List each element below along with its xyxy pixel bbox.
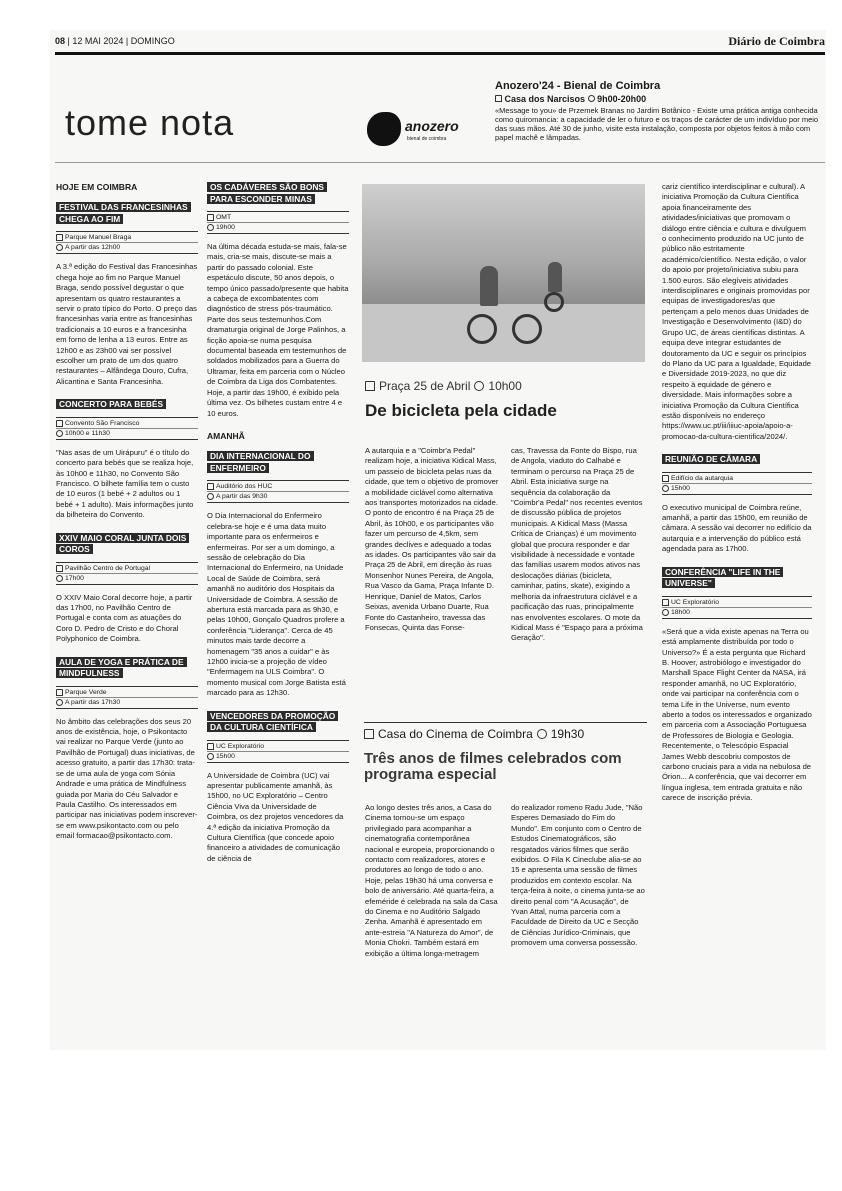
bike-location: Praça 25 de Abril	[379, 379, 471, 393]
article-text: O XXIV Maio Coral decorre hoje, a partir das 17h00, no Pavilhão Centro de Portugal e conta com as atuações do Coro D. Pedro de Cristo e do Choral Polyphonico de Coimbra.	[56, 592, 193, 644]
location-icon	[662, 599, 669, 606]
event-time: 15h00	[216, 752, 235, 760]
cinema-column-a	[365, 803, 499, 959]
event-time: A partir das 17h30	[65, 698, 121, 706]
article-text: A Universidade de Coimbra (UC) vai apresentar publicamente amanhã, às 15h00, no UC Exploratório – Centro Ciência Viva da Universidade de Coimbra, os dez projetos vencedores da 4.ª edição da iniciativa Promoção da Cultura Científica (que concede apoio financeiro a atividades de comunicação de ciência de	[207, 770, 344, 863]
event-meta	[56, 417, 198, 440]
article-text: «Será que a vida existe apenas na Terra ou está amplamente distribuída por todo o Universo?» É a esta pergunta que Richard B. Hoover, astrobiólogo e investigador do Marshall Space Flight Center da NASA, irá responder amanhã, no UC Exploratório, onde vai participar na conferência com o tema Life in the Universe, num evento aberto a todos os interessados e organizado em parceria com a Associação Portuguesa de Professores de Biologia e Geologia. Recentemente, o Telescópio Espacial James Webb descobriu compostos de carbono cruciais para a vida na nebulosa de Órion... A conferência, que vai decorrer em língua inglesa, tem entrada gratuita e não carece de inscrição prévia.	[662, 626, 812, 803]
column-2	[207, 182, 349, 864]
bike-time: 10h00	[488, 379, 522, 393]
cinema-meta	[364, 727, 647, 741]
location-icon	[365, 381, 375, 391]
featured-location: Casa dos Narcisos	[504, 94, 586, 104]
headline-cadaveres: OS CADÁVERES SÃO BONS PARA ESCONDER MINAS	[207, 182, 327, 204]
article-text: do realizador romeno Radu Jude, "Não Esperes Demasiado do Fim do Mundo". Em conjunto com o Centro de Estudos Cinematográficos, são resgatados vários filmes que serão exibidos. O Fila K Cineclube alia-se ao 15 e apresenta uma sessão de filmes produzidos em contexto escolar. Na terça-feira à noite, o cinema junta-se ao direito penal com "A Acusação", de Yvan Attal, numa parceria com a Faculdade de Direito da UC e Secção de Ciências Jurídico-Criminais, que promovem uma conversa possessão.	[511, 803, 645, 948]
logo-word: anozero	[405, 118, 459, 134]
logo-mark-icon	[367, 112, 401, 146]
featured-meta	[495, 94, 825, 104]
section-title: tome nota	[65, 102, 235, 143]
page-header	[55, 36, 825, 50]
location-icon	[495, 95, 502, 102]
event-location: Auditório dos HUC	[216, 483, 273, 491]
article-text: A 3.ª edição do Festival das Francesinhas chega hoje ao fim no Parque Manuel Braga, sendo possível degustar o que apresentam os quatro restaurantes a servir o prato típico do Porto. O preço das francesinhas varia entre as francesinhas tradicionais a 10 euros e a francesinha em forno de lenha a 13 euros. Entre as 12h00 e as 23h00 vai ser possível escolher um prato de um dos quatro restaurantes – Alfândega Douro, Cufra, Alicantina e Santa Francesinha.	[56, 262, 198, 386]
headline-yoga: AULA DE YOGA E PRÁTICA DE MINDFULNESS	[56, 657, 187, 679]
cinema-story-head	[364, 722, 647, 783]
event-location: OMT	[216, 214, 232, 221]
article-text: Na última década estuda-se mais, fala-se mais, cria-se mais, discute-se mais a partir do passado colonial. Este espetáculo discute, 50 anos depois, o tempo único passado/presente que habita a cabeça de excombatentes com diagnóstico de stress pós-traumático. Parte dos seus testemunhos.Com dramaturgia original de Jorge Palinhos, a ficção apoia-se numa pesquisa documental baseada em testemunhos de soldados mobilizados para a Guerra do Ultramar, feita em parceria com o Núcleo de Coimbra da Liga dos Combatentes. Hoje, a partir das 19h00, é exibido pela última vez. Os bilhetes custam entre 4 e 10 euros.	[207, 242, 349, 418]
page-date: 12 MAI 2024	[72, 36, 124, 46]
event-meta	[207, 740, 349, 763]
clock-icon	[207, 493, 214, 500]
column-5	[662, 182, 812, 804]
bike-photo	[362, 184, 645, 362]
photo-ground	[362, 304, 645, 362]
page-folio: 08 | 12 MAI 2024 | DOMINGO	[55, 36, 175, 46]
event-location: Parque Manuel Braga	[65, 234, 132, 242]
anozero-logo	[367, 112, 467, 152]
location-icon	[662, 475, 669, 482]
event-meta	[662, 472, 812, 495]
article-text: No âmbito das celebrações dos seus 20 anos de existência, hoje, o Psikontacto vai realizar no Parque Verde (junto ao Pavilhão de Portugal) duas iniciativas, de acesso gratuito, a partir das 17h30: trata-se de uma aula de yoga com Sónia Andrade e uma prática de Mindfulness guiada por Maria do Céu Salvador e Paula Castilho. Os interessados em participar nas iniciativas podem inscrever-se em www.psikontacto.com ou pelo email formacao@psikontacto.com.	[56, 716, 198, 841]
kicker-hoje: HOJE EM COIMBRA	[56, 182, 138, 192]
page-weekday: DOMINGO	[130, 36, 175, 46]
clock-icon	[56, 575, 63, 582]
article-text: "Nas asas de um Uirápuru" é o título do concerto para bebés que se realiza hoje, às 10h00 e 11h30, no Convento São Francisco. O bilhete família tem o custo de 10 euros (1 bebé + 2 adultos ou 1 bebé + 1 adulto). Mais informações junto da bilheteira do Convento.	[56, 447, 194, 520]
headline-conferencia: CONFERÊNCIA "LIFE IN THE UNIVERSE"	[662, 567, 783, 589]
location-icon	[364, 729, 374, 739]
event-meta	[207, 480, 349, 503]
bike-story-head	[365, 379, 645, 421]
clock-icon	[56, 699, 63, 706]
newspaper-brand: Diário de Coimbra	[728, 34, 825, 48]
article-text-continued: cariz científico interdisciplinar e cultural). A iniciativa Promoção da Cultura Científica apoia financeiramente des atividades/iniciativas que promovam o diálogo entre ciência e cultura e divulguem o conhecimento produzido na UC junto de público não estritamente académico/científico. Nesta edição, o valor do apoio por projeto/iniciativa subiu para 1.500 euros. São elegíveis atividades interdisciplinares e originais promovidas por equipas de investigadores/as que pertençam a pelo menos duas Unidades de Investigação e Desenvolvimento (I&D) do Grupo UC, de áreas científicas distintas. A equipa deve integrar estudantes de doutoramento da UC e seguir os princípios do Plano da UC para a Igualdade, Equidade e Diversidade 2019-2023, no que diz respeito à equidade de género e diversidade. Mais informações sobre a iniciativa Promoção da Cultura Científica estão disponíveis no endereço https://www.uc.pt/iii/iiiuc-apoia/apoio-a-promocao-da-cultura-cientifica/2024/.	[662, 182, 812, 441]
event-location: Edifício da autarquia	[671, 474, 733, 482]
event-time: 10h00 e 11h30	[65, 429, 110, 437]
event-time: A partir das 12h00	[65, 244, 121, 252]
clock-icon	[56, 430, 63, 437]
event-time: 18h00	[671, 608, 690, 616]
photo-wheel	[467, 314, 497, 344]
clock-icon	[588, 95, 595, 102]
event-time: A partir das 9h30	[216, 493, 268, 501]
event-location: UC Exploratório	[216, 742, 264, 750]
headline-reuniao: REUNIÃO DE CÂMARA	[662, 454, 760, 464]
event-meta	[56, 686, 198, 709]
logo-subtitle: bienal de coimbra	[407, 136, 447, 142]
bike-title: De bicicleta pela cidade	[365, 401, 557, 420]
headline-maio-coral: XXIV MAIO CORAL JUNTA DOIS COROS	[56, 533, 189, 555]
article-text: A autarquia e a "Coimbr'a Pedal" realizam hoje, a iniciativa Kidical Mass, um passeio de bicicleta pelas ruas da cidade, que tem o objetivo de promover a mobilidade ciclável como alternativa aos transportes motorizados na cidade. O ponto de encontro é na Praça 25 de Abril, às 10h00, e os participantes vão fazer um percurso de 4,5km, sem grandes declives e adequado a todas as idades. Os participantes vão sair da Praça 25 de Abril, em direção às ruas Monsenhor Nunes Pereira, de Angola, Rua Vasco da Gama, Praça Infante D. Henrique, Daniel de Matos, Carlos Seixas, avenida Urbano Duarte, Rua Fonte do Castanheiro, travessa das Fonsecas, Quinta das Fonse-	[365, 446, 499, 632]
featured-title: Anozero'24 - Bienal de Coimbra	[495, 80, 661, 92]
cinema-title: Três anos de filmes celebrados com programa especial	[364, 750, 622, 783]
article-text: Ao longo destes três anos, a Casa do Cinema tornou-se um espaço privilegiado para acompanhar a cinematografia contemporânea nacional e europeia, proporcionando o contacto com realizadores, atores e produtores ao longo de todo o ano. Hoje, pelas 19h30 há uma conversa e bolo de aniversário. Até quarta-feira, a efeméride é celebrada na sala da Casa do Cinema e no Auditório Salgado Zenha. Amanhã é apresentado em ante-estreia "A Natureza do Amor", de Monia Chokri. Também estará em exibição a última longa-metragem	[365, 803, 498, 958]
bike-meta	[365, 379, 645, 393]
photo-wheel	[512, 314, 542, 344]
location-icon	[56, 420, 63, 427]
clock-icon	[662, 485, 669, 492]
location-icon	[207, 214, 214, 221]
event-location: Pavilhão Centro de Portugal	[65, 564, 151, 572]
location-icon	[207, 743, 214, 750]
article-text: cas, Travessa da Fonte do Bispo, rua de Angola, viaduto do Calhabé e terminam o percurso na Praça 25 de Abril. Esta iniciativa surge na sequência da colaboração da "Coimbr'a Pedal" nos recentes eventos de discussão pública de projetos municipais. A Kidical Mass (Massa Crítica de Crianças) é um movimento global que procura responder e dar visibilidade à necessidade e vontade das famílias usarem modos ativos nas deslocações diárias (bicicleta, caminhar, patins, skate), exigindo a melhoria da infraestrutura ciclável e a pacificação das ruas, principalmente nas envolventes escolares. O mote da Kidical Mass é "Espaço para a próxima Geração".	[511, 446, 643, 643]
event-location: Parque Verde	[65, 688, 107, 696]
headline-enfermeiro: DIA INTERNACIONAL DO ENFERMEIRO	[207, 451, 314, 473]
article-text: O executivo municipal de Coimbra reúne, amanhã, a partir das 15h00, em reunião de câmara. A sessão vai decorrer no edifício da autarquia e a intervenção do público está agendada para as 17h00.	[662, 502, 812, 554]
event-location: Convento São Francisco	[65, 419, 140, 427]
event-time: 15h00	[671, 484, 690, 492]
clock-icon	[474, 381, 484, 391]
event-time: 19h00	[216, 224, 235, 231]
header-rule	[55, 52, 825, 55]
featured-event	[495, 80, 825, 142]
clock-icon	[207, 753, 214, 760]
photo-child	[480, 266, 498, 306]
event-meta	[662, 596, 812, 619]
event-meta	[56, 562, 198, 585]
headline-concerto: CONCERTO PARA BEBÉS	[56, 399, 166, 409]
location-icon	[207, 483, 214, 490]
featured-text: «Message to you» de Przemek Branas no Jardim Botânico - Existe uma prática antiga conhecida como quiromancia: a capacidade de ler o futuro e os traços de carácter de um indivíduo por meio das suas mãos. Até 30 de junho, visite esta instalação, composta por objetos feitos à mão com papel machê e lâmpadas.	[495, 106, 819, 142]
event-meta	[56, 231, 198, 254]
clock-icon	[207, 224, 214, 231]
location-icon	[56, 689, 63, 696]
clock-icon	[537, 729, 547, 739]
cinema-column-b	[511, 803, 645, 949]
clock-icon	[56, 244, 63, 251]
column-1	[56, 182, 198, 842]
article-text: O Dia Internacional do Enfermeiro celebra-se hoje e é uma data muito importante para os enfermeiros e enfermeiras. Por ser a um domingo, a sessão de celebração do Dia Internacional do Enfermeiro, na Unidade Local de Saúde de Coimbra, será amanhã no auditório dos Hospitais da Universidade de Coimbra. A sessão de abertura está marcada para as 9h30, e pelas 10h00, Gonçalo Quadros profere a conferência "Liderança". Cerca de 45 minutos mais tarde decorre a homenagem "35 anos a cuidar" e às 12h00 inicia-se a projeção de vídeo "Enfermagem na ULS Coimbra". O momento musical com Jorge Batista está marcado para as 12h30.	[207, 511, 346, 698]
event-time: 17h00	[65, 574, 84, 582]
event-location: UC Exploratório	[671, 598, 719, 606]
cinema-time: 19h30	[550, 727, 585, 741]
location-icon	[56, 234, 63, 241]
clock-icon	[662, 609, 669, 616]
bike-column-b	[511, 446, 645, 644]
photo-wheel	[544, 292, 564, 312]
bike-column-a	[365, 446, 499, 633]
photo-child	[548, 262, 562, 292]
location-icon	[56, 565, 63, 572]
page-number: 08	[55, 36, 66, 46]
cinema-location: Casa do Cinema de Coimbra	[378, 727, 533, 741]
event-meta	[207, 211, 349, 234]
section-masthead	[55, 72, 825, 163]
headline-vencedores: VENCEDORES DA PROMOÇÃO DA CULTURA CIENTÍFICA	[207, 711, 338, 733]
kicker-amanha: AMANHÃ	[207, 430, 245, 441]
featured-time: 9h00-20h00	[597, 94, 647, 104]
headline-francesinhas: FESTIVAL DAS FRANCESINHAS CHEGA AO FIM	[56, 202, 191, 224]
